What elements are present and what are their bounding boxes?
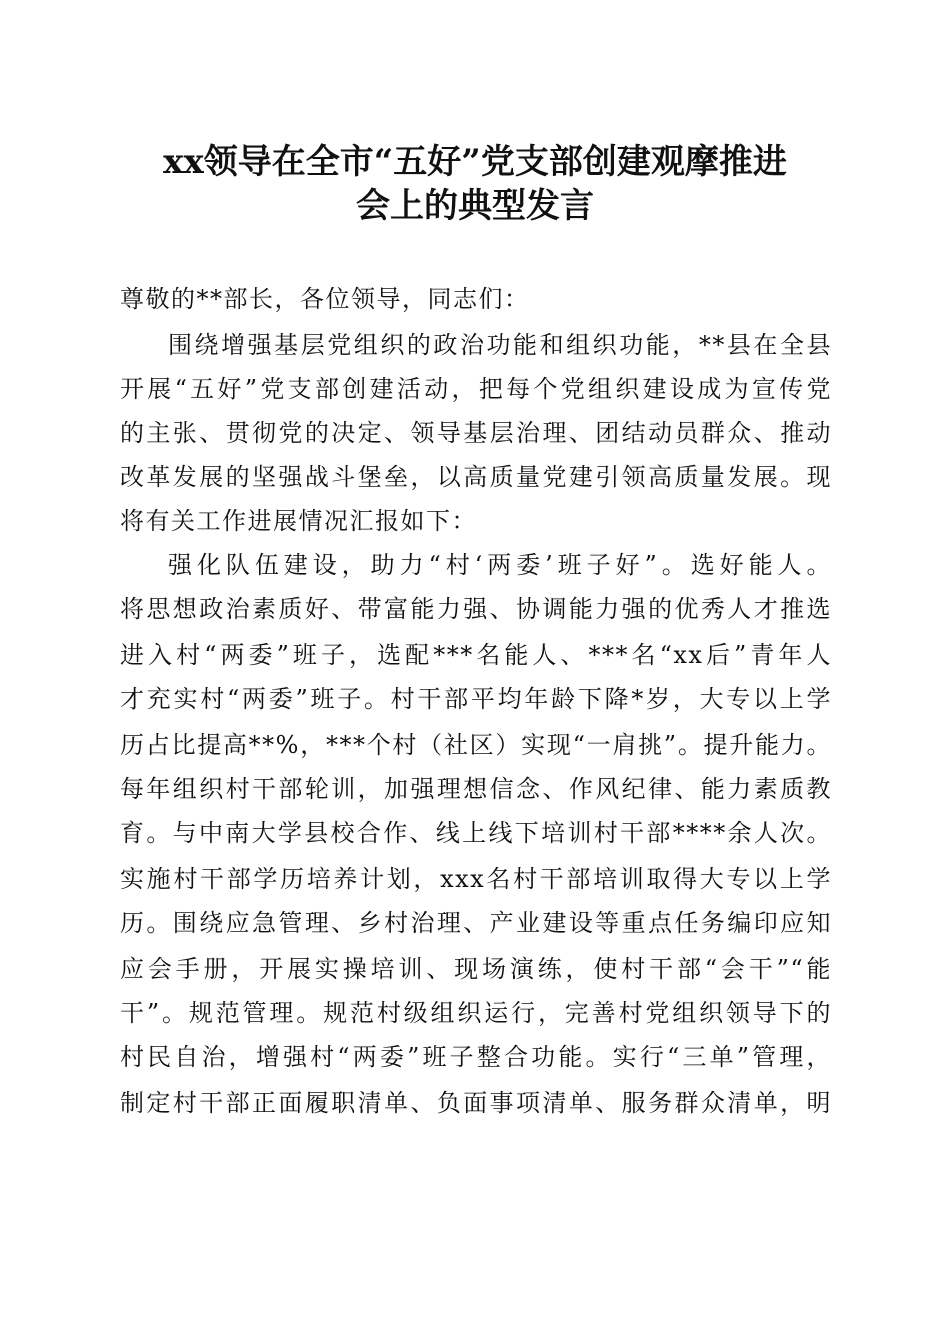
document-title-line-1: xx领导在全市“五好”党支部创建观摩推进	[163, 142, 787, 182]
body-line: 育。与中南大学县校合作、线上线下培训村干部****余人次。	[120, 819, 832, 847]
body-line: 围绕增强基层党组织的政治功能和组织功能，**县在全县	[168, 331, 832, 359]
body-line: 干”。规范管理。规范村级组织运行，完善村党组织领导下的	[120, 999, 832, 1027]
body-line: 将有关工作进展情况汇报如下：	[120, 507, 477, 535]
body-line: 强化队伍建设，助力“村‘两委’班子好”。选好能人。	[168, 551, 832, 579]
body-line: 制定村干部正面履职清单、负面事项清单、服务群众清单，明	[120, 1089, 832, 1117]
body-line: 才充实村“两委”班子。村干部平均年龄下降*岁，大专以上学	[120, 685, 832, 713]
body-line: 应会手册，开展实操培训、现场演练，使村干部“会干”“能	[120, 955, 832, 983]
body-line: 每年组织村干部轮训，加强理想信念、作风纪律、能力素质教	[120, 775, 832, 803]
body-line: 村民自治，增强村“两委”班子整合功能。实行“三单”管理，	[120, 1043, 832, 1071]
body-line: 的主张、贯彻党的决定、领导基层治理、团结动员群众、推动	[120, 419, 832, 447]
body-line: 历。围绕应急管理、乡村治理、产业建设等重点任务编印应知	[120, 909, 832, 937]
body-line: 进入村“两委”班子，选配***名能人、***名“xx后”青年人	[120, 641, 832, 669]
body-line: 改革发展的坚强战斗堡垒，以高质量党建引领高质量发展。现	[120, 463, 832, 491]
body-line: 历占比提高**%，***个村（社区）实现“一肩挑”。提升能力。	[120, 731, 832, 759]
body-line: 将思想政治素质好、带富能力强、协调能力强的优秀人才推选	[120, 595, 832, 623]
body-line: 实施村干部学历培养计划，xxx名村干部培训取得大专以上学	[120, 865, 832, 893]
document-title-line-2: 会上的典型发言	[356, 186, 594, 226]
body-line: 开展“五好”党支部创建活动，把每个党组织建设成为宣传党	[120, 375, 832, 403]
salutation-line: 尊敬的**部长，各位领导，同志们：	[120, 285, 530, 313]
